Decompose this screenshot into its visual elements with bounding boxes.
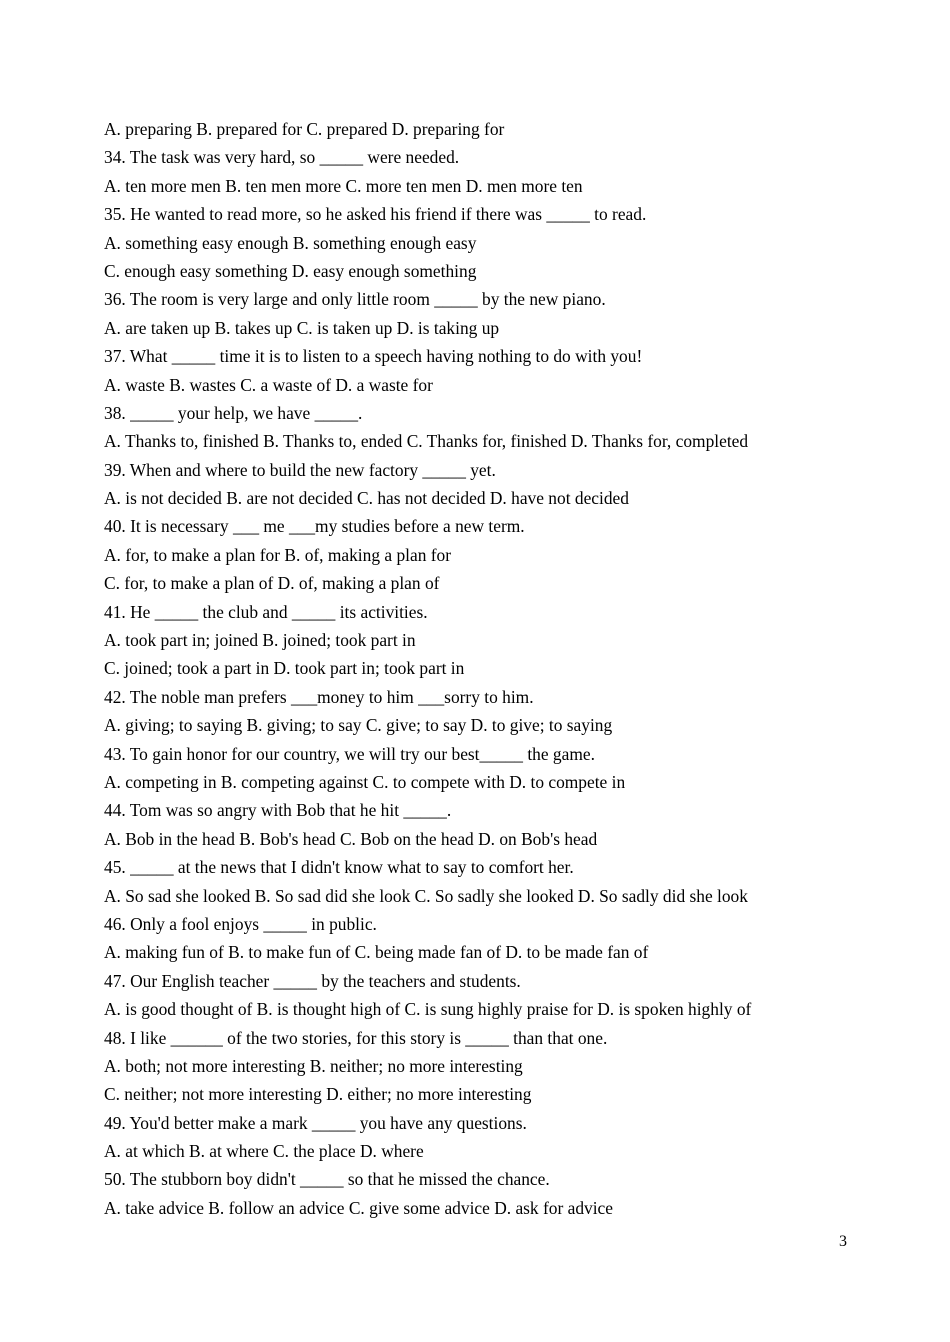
question-line: 41. He _____ the club and _____ its activities.	[104, 601, 428, 622]
options-line: A. competing in B. competing against C. to compete with D. to compete in	[104, 771, 626, 792]
question-line: 39. When and where to build the new factory _____ yet.	[104, 459, 496, 480]
question-line: 38. _____ your help, we have _____.	[104, 402, 363, 423]
question-line: 47. Our English teacher _____ by the teachers and students.	[104, 970, 521, 991]
options-line: A. is good thought of B. is thought high of C. is sung highly praise for D. is spoken highly of	[104, 999, 752, 1020]
options-line: A. took part in; joined B. joined; took part in	[104, 630, 416, 651]
options-line: A. giving; to saying B. giving; to say C. give; to say D. to give; to saying	[104, 715, 613, 736]
question-line: 43. To gain honor for our country, we will try our best_____ the game.	[104, 743, 595, 764]
options-line: A. take advice B. follow an advice C. give some advice D. ask for advice	[104, 1197, 613, 1218]
question-line: 37. What _____ time it is to listen to a speech having nothing to do with you!	[104, 346, 643, 367]
question-line: 45. _____ at the news that I didn't know what to say to comfort her.	[104, 857, 574, 878]
options-line: A. making fun of B. to make fun of C. being made fan of D. to be made fan of	[104, 942, 649, 963]
options-line: C. neither; not more interesting D. either; no more interesting	[104, 1084, 532, 1105]
options-line: A. ten more men B. ten men more C. more ten men D. men more ten	[104, 175, 583, 196]
question-line: 48. I like ______ of the two stories, for this story is _____ than that one.	[104, 1027, 608, 1048]
question-line: 40. It is necessary ___ me ___my studies before a new term.	[104, 516, 525, 537]
question-line: 44. Tom was so angry with Bob that he hit _____.	[104, 800, 452, 821]
options-line: A. waste B. wastes C. a waste of D. a waste for	[104, 374, 433, 395]
text-line: A. preparing B. prepared for C. prepared D. preparing for	[104, 119, 505, 139]
options-line: C. for, to make a plan of D. of, making a plan of	[104, 573, 440, 594]
options-line: A. for, to make a plan for B. of, making a plan for	[104, 544, 452, 565]
question-list	[104, 115, 864, 1222]
question-line: 50. The stubborn boy didn't _____ so that he missed the chance.	[104, 1169, 550, 1190]
question-line: 42. The noble man prefers ___money to him ___sorry to him.	[104, 686, 534, 707]
question-line: 36. The room is very large and only little room _____ by the new piano.	[104, 289, 606, 310]
options-line: C. joined; took a part in D. took part in; took part in	[104, 658, 465, 679]
options-line: A. is not decided B. are not decided C. has not decided D. have not decided	[104, 488, 629, 509]
options-line: A. something easy enough B. something enough easy	[104, 232, 477, 253]
options-line: A. both; not more interesting B. neither; no more interesting	[104, 1055, 523, 1076]
options-line: A. Bob in the head B. Bob's head C. Bob on the head D. on Bob's head	[104, 828, 598, 849]
question-line: 34. The task was very hard, so _____ were needed.	[104, 147, 460, 168]
options-line: A. at which B. at where C. the place D. where	[104, 1141, 424, 1162]
question-line: 49. You'd better make a mark _____ you have any questions.	[104, 1112, 527, 1133]
page-number: 3	[839, 1233, 847, 1250]
options-line: A. are taken up B. takes up C. is taken up D. is taking up	[104, 317, 500, 338]
options-line: C. enough easy something D. easy enough something	[104, 260, 477, 281]
options-line: A. So sad she looked B. So sad did she look C. So sadly she looked D. So sadly did she look	[104, 885, 748, 906]
options-line: A. Thanks to, finished B. Thanks to, ended C. Thanks for, finished D. Thanks for, completed	[104, 431, 749, 452]
question-line: 46. Only a fool enjoys _____ in public.	[104, 913, 377, 934]
question-line: 35. He wanted to read more, so he asked his friend if there was _____ to read.	[104, 204, 647, 225]
